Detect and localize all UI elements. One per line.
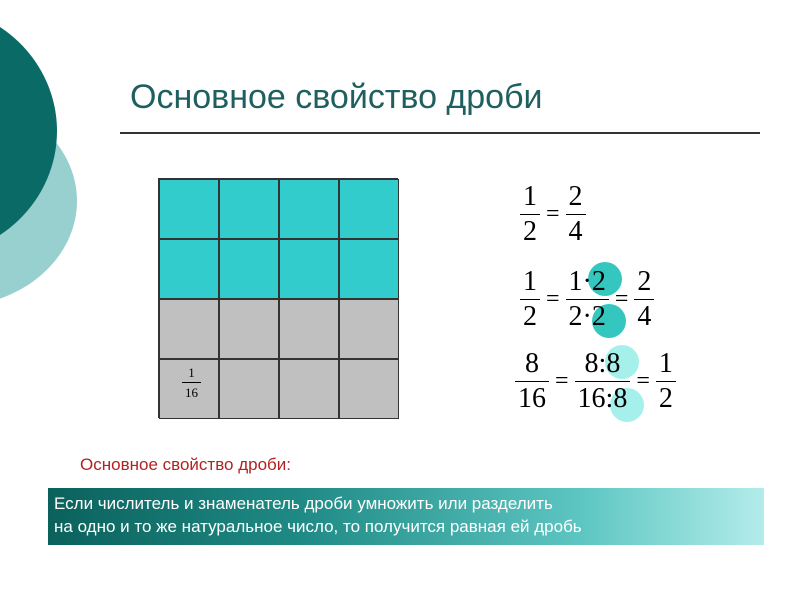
fraction-numerator: 2 xyxy=(568,181,583,212)
fraction-denominator: 4 xyxy=(568,216,583,247)
grid-cell xyxy=(159,299,219,359)
rule-line-2: на одно и то же натуральное число, то получится равная ей дробь xyxy=(54,517,582,536)
grid-cell xyxy=(279,299,339,359)
fraction-bar xyxy=(575,381,631,382)
fraction xyxy=(656,350,676,413)
cell-fraction-label xyxy=(182,366,201,399)
grid-cell xyxy=(339,179,399,239)
fraction xyxy=(520,183,540,246)
grid-cell xyxy=(339,239,399,299)
fraction-denominator: 16 xyxy=(518,383,546,414)
fraction-denominator: 4 xyxy=(637,301,652,332)
fraction-denominator: 2 xyxy=(658,383,673,414)
fraction-bar xyxy=(520,299,540,300)
equals-sign: = xyxy=(555,368,569,394)
fraction-numerator: 8:8 xyxy=(584,348,621,379)
grid-cell xyxy=(339,299,399,359)
fraction-bar xyxy=(634,299,654,300)
slide-title: Основное свойство дроби xyxy=(130,78,543,116)
grid-cell xyxy=(159,179,219,239)
equals-sign: = xyxy=(614,286,629,312)
fraction-denominator: 16 xyxy=(185,385,198,400)
fraction-denominator: 16:8 xyxy=(577,383,628,414)
grid-cell xyxy=(159,239,219,299)
fraction-bar xyxy=(182,382,201,383)
grid-cell xyxy=(219,239,279,299)
equation-1 xyxy=(520,183,586,246)
fraction-bar xyxy=(515,381,549,382)
fraction xyxy=(515,350,549,413)
fraction-bar xyxy=(566,214,586,215)
grid-cell xyxy=(219,179,279,239)
fraction xyxy=(575,350,631,413)
fraction-numerator: 1 xyxy=(523,266,537,297)
fraction-numerator: 2 xyxy=(637,266,652,297)
fraction-numerator: 1 xyxy=(658,348,673,379)
grid-cell xyxy=(279,179,339,239)
fraction-denominator: 2·2 xyxy=(568,301,606,332)
equation-2 xyxy=(520,268,654,331)
equals-sign: = xyxy=(636,368,650,394)
fraction-bar xyxy=(656,381,676,382)
grid-cell xyxy=(219,359,279,419)
property-label: Основное свойство дроби: xyxy=(80,455,291,474)
grid-cell xyxy=(279,359,339,419)
grid-cell xyxy=(279,239,339,299)
fraction-denominator: 2 xyxy=(523,216,537,247)
grid-cell xyxy=(219,299,279,359)
fraction-numerator: 1·2 xyxy=(568,266,606,297)
fraction xyxy=(634,268,654,331)
fraction-numerator: 8 xyxy=(525,348,539,379)
rule-statement-box xyxy=(48,488,764,545)
fraction-grid xyxy=(158,178,398,418)
fraction xyxy=(566,268,609,331)
equals-sign: = xyxy=(546,286,560,312)
equation-3 xyxy=(515,350,676,413)
grid-cell-labeled xyxy=(159,359,219,419)
fraction-bar xyxy=(520,214,540,215)
fraction-denominator: 2 xyxy=(523,301,537,332)
fraction xyxy=(566,183,586,246)
fraction-numerator: 1 xyxy=(523,181,537,212)
fraction xyxy=(520,268,540,331)
rule-line-1: Если числитель и знаменатель дроби умножить или разделить xyxy=(54,494,553,513)
fraction-bar xyxy=(566,299,609,300)
fraction-numerator: 1 xyxy=(188,365,195,380)
equals-sign: = xyxy=(546,201,560,227)
title-divider xyxy=(120,132,760,134)
grid-cell xyxy=(339,359,399,419)
